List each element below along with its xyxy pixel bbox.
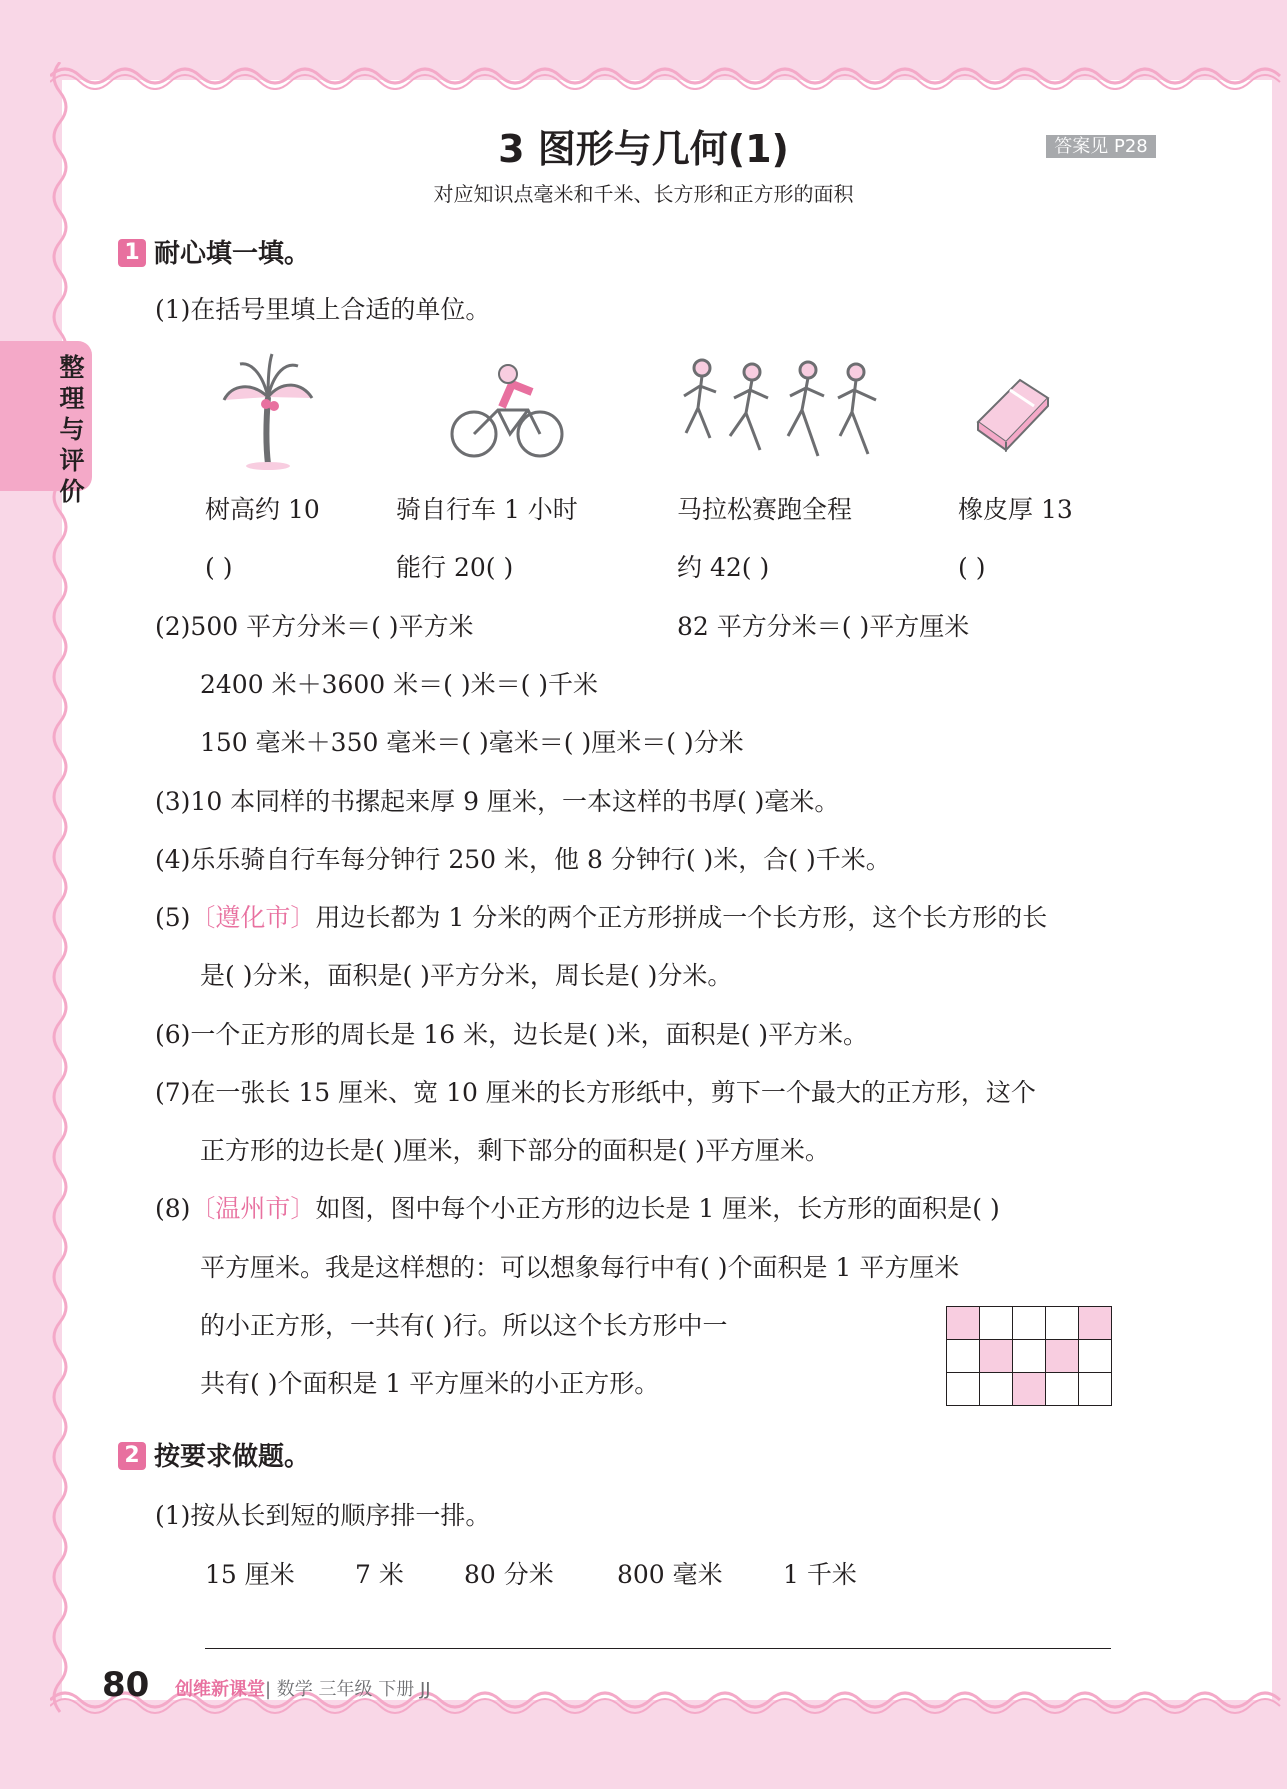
grid-cell	[947, 1340, 980, 1373]
wavy-border-left	[48, 62, 72, 1717]
q8-prefix: (8)	[155, 1194, 191, 1223]
grid-cell	[1079, 1373, 1112, 1406]
q5-line2: 是( )分米，面积是( )平方分米，周长是( )分米。	[200, 961, 733, 990]
q5-prefix: (5)	[155, 903, 191, 932]
page-number: 80	[102, 1665, 150, 1705]
q5-text-a: 用边长都为 1 分米的两个正方形拼成一个长方形，这个长方形的长	[315, 903, 1048, 932]
grid-cell-shaded	[1046, 1340, 1079, 1373]
grid-cell-shaded	[980, 1340, 1013, 1373]
grid-cell	[1013, 1307, 1046, 1340]
footer-info	[175, 1675, 431, 1701]
cyclist-illustration	[450, 362, 565, 460]
grid-cell-shaded	[1079, 1307, 1112, 1340]
footer-brand: 创维新课堂	[175, 1679, 265, 1700]
grid-cell-shaded	[947, 1307, 980, 1340]
grid-cell	[980, 1373, 1013, 1406]
item-tree-line2: ( )	[205, 553, 233, 582]
q2-part-c: 2400 米＋3600 米＝( )米＝( )千米	[200, 670, 599, 699]
length-item-1: 15 厘米	[205, 1560, 295, 1589]
section-2-number: 2	[118, 1442, 146, 1470]
footer-book-info: | 数学 三年级 下册 JJ	[265, 1679, 431, 1700]
q5-line1	[155, 900, 1047, 936]
grid-cell-shaded	[1013, 1373, 1046, 1406]
q2-part-b: 82 平方分米＝( )平方厘米	[677, 612, 970, 641]
q8-text-a: 如图，图中每个小正方形的边长是 1 厘米，长方形的面积是( )	[315, 1194, 1000, 1223]
item-marathon-line1: 马拉松赛跑全程	[677, 495, 853, 524]
q8-line3: 的小正方形，一共有( )行。所以这个长方形中一	[200, 1311, 728, 1340]
q1-intro: (1)在括号里填上合适的单位。	[155, 295, 491, 324]
q7-line1: (7)在一张长 15 厘米、宽 10 厘米的长方形纸中，剪下一个最大的正方形，这个	[155, 1078, 1036, 1107]
rectangle-grid-figure	[946, 1306, 1112, 1406]
q8-region-tag: 〔温州市〕	[190, 1194, 316, 1223]
section-2-title: 按要求做题。	[154, 1442, 311, 1472]
item-marathon-line2: 约 42( )	[677, 553, 770, 582]
q6: (6)一个正方形的周长是 16 米，边长是( )米，面积是( )平方米。	[155, 1020, 869, 1049]
item-tree-line1: 树高约 10	[205, 495, 320, 524]
item-eraser-line1: 橡皮厚 13	[958, 495, 1073, 524]
grid-cell	[980, 1307, 1013, 1340]
section-1-number: 1	[118, 239, 146, 267]
q2-part-d: 150 毫米＋350 毫米＝( )毫米＝( )厘米＝( )分米	[200, 728, 744, 757]
length-item-4: 800 毫米	[617, 1560, 723, 1589]
item-bike-line1: 骑自行车 1 小时	[396, 495, 578, 524]
section-1-heading	[118, 237, 310, 271]
grid-cell	[947, 1373, 980, 1406]
section2-q1-intro: (1)按从长到短的顺序排一排。	[155, 1501, 491, 1530]
q2-part-a: (2)500 平方分米＝( )平方米	[155, 612, 474, 641]
answer-reference-badge: 答案见 P28	[1046, 135, 1156, 158]
q8-line2: 平方厘米。我是这样想的：可以想象每行中有( )个面积是 1 平方厘米	[200, 1253, 960, 1282]
wavy-border-top	[50, 62, 1287, 90]
length-item-5: 1 千米	[783, 1560, 857, 1589]
grid-cell	[1079, 1340, 1112, 1373]
q7-line2: 正方形的边长是( )厘米，剩下部分的面积是( )平方厘米。	[200, 1136, 830, 1165]
q5-region-tag: 〔遵化市〕	[190, 903, 316, 932]
side-tab-label: 整理与评价	[59, 353, 85, 506]
length-item-3: 80 分米	[464, 1560, 554, 1589]
section-2-heading	[118, 1440, 310, 1474]
q8-line1	[155, 1191, 1000, 1227]
grid-cell	[1013, 1340, 1046, 1373]
page-subtitle: 对应知识点毫米和千米、长方形和正方形的面积	[433, 182, 854, 206]
item-eraser-line2: ( )	[958, 553, 986, 582]
palm-tree-illustration	[222, 352, 314, 470]
length-item-2: 7 米	[355, 1560, 404, 1589]
item-bike-line2: 能行 20( )	[396, 553, 514, 582]
page-title: 3 图形与几何(1)	[498, 127, 789, 171]
eraser-illustration	[970, 372, 1052, 452]
marathon-runners-illustration	[680, 358, 885, 463]
grid-cell	[1046, 1307, 1079, 1340]
q8-line4: 共有( )个面积是 1 平方厘米的小正方形。	[200, 1369, 660, 1398]
section-1-title: 耐心填一填。	[154, 239, 311, 269]
q3: (3)10 本同样的书摞起来厚 9 厘米，一本这样的书厚( )毫米。	[155, 787, 840, 816]
q4: (4)乐乐骑自行车每分钟行 250 米，他 8 分钟行( )米，合( )千米。	[155, 845, 891, 874]
footer-rule	[205, 1648, 1111, 1649]
grid-cell	[1046, 1373, 1079, 1406]
